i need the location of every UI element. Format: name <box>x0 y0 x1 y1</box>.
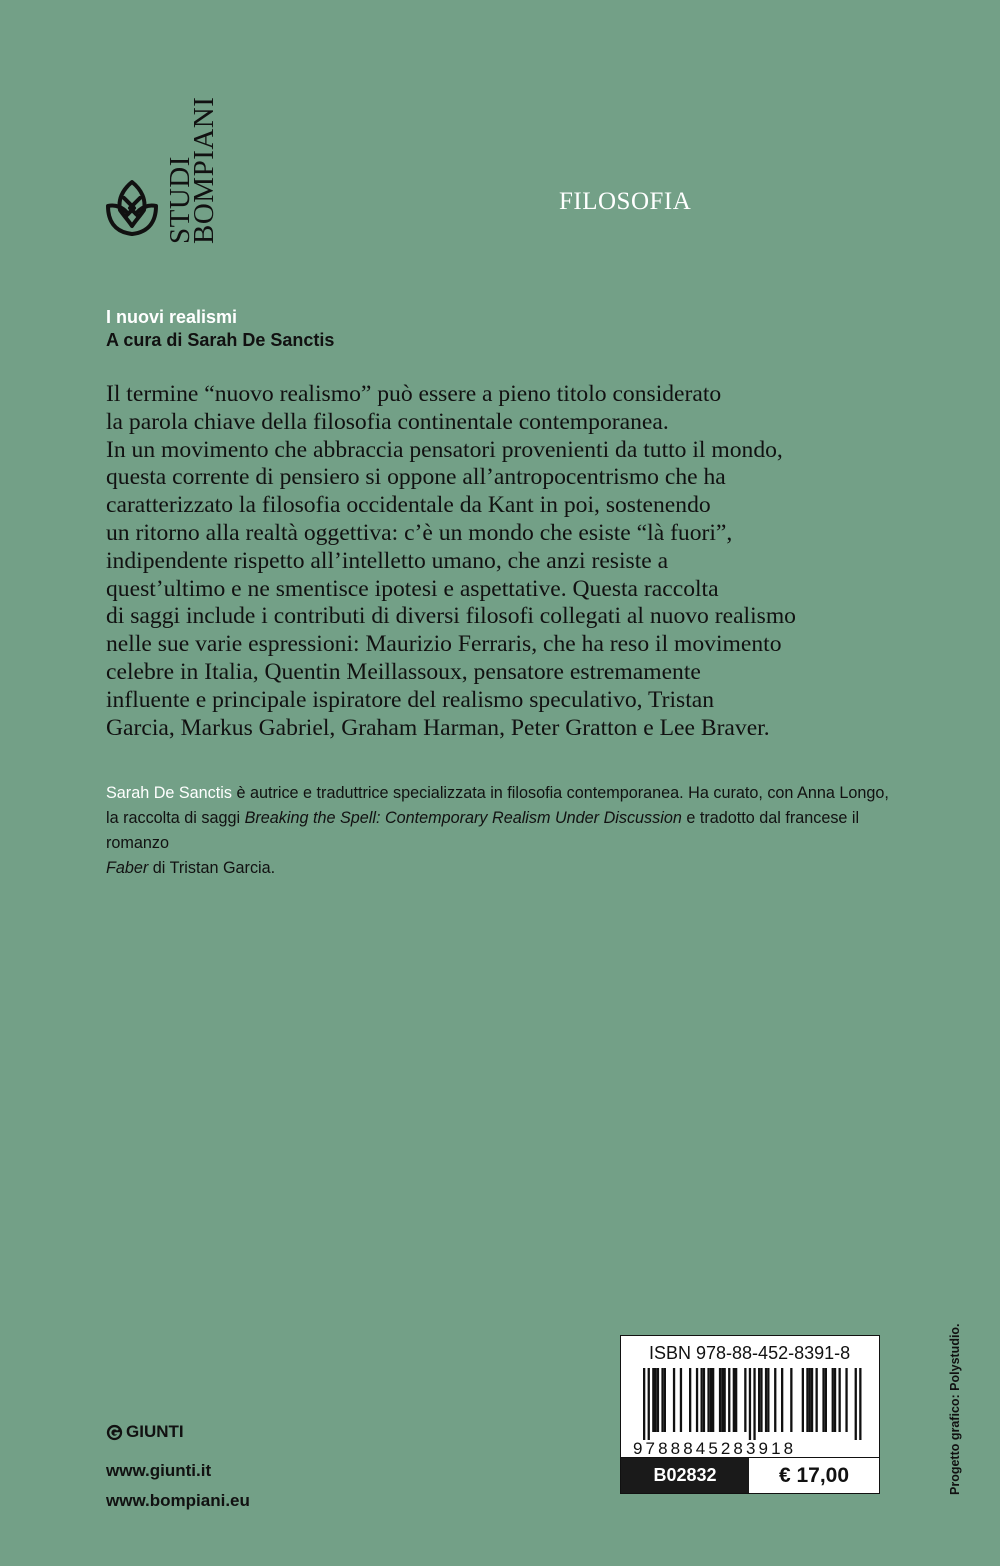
blurb-line: un ritorno alla realtà oggettiva: c’è un mondo che esiste “là fuori”, <box>106 519 733 546</box>
barcode-bar <box>760 1368 762 1432</box>
blurb-line: indipendente rispetto all’intelletto umano, che anzi resiste a <box>106 547 669 574</box>
barcode-bar <box>664 1368 666 1432</box>
publisher-logo-text: GIUNTI <box>126 1422 184 1441</box>
url-bompiani[interactable]: www.bompiani.eu <box>106 1491 250 1510</box>
barcode-bar <box>673 1368 675 1432</box>
barcode-bar <box>712 1368 714 1432</box>
barcode-bar <box>781 1368 783 1432</box>
blurb-line: quest’ultimo e ne smentisce ipotesi e aspettative. Questa raccolta <box>106 575 719 602</box>
bio-text: e tradotto dal francese il romanzo <box>106 809 860 852</box>
barcode-bar <box>749 1368 751 1440</box>
barcode-bar <box>790 1368 792 1432</box>
blurb-line: la parola chiave della filosofia continentale contemporanea. <box>106 408 669 435</box>
barcode-box <box>620 1335 880 1494</box>
barcode-bar <box>816 1368 818 1432</box>
barcode-bar <box>657 1368 659 1432</box>
barcode-bar <box>703 1368 705 1432</box>
barcode-bar <box>834 1368 836 1432</box>
barcode-bar <box>689 1368 691 1432</box>
author-name: Sarah De Sanctis <box>106 784 232 802</box>
barcode-digits: 9788845283918 <box>633 1439 797 1458</box>
barcode-bar <box>661 1368 663 1432</box>
barcode-bar <box>652 1368 654 1432</box>
barcode-bar <box>765 1368 767 1432</box>
price: € 17,00 <box>778 1463 850 1487</box>
barcode-bar <box>735 1368 737 1432</box>
studi-bompiani-rose-icon <box>104 176 160 244</box>
book-title: I nuovi realismi <box>106 307 238 327</box>
barcode-bar <box>845 1368 847 1432</box>
barcode-bar <box>733 1368 735 1432</box>
barcode-bar <box>825 1368 827 1432</box>
design-credit: Progetto grafico: Polystudio. <box>948 1323 962 1495</box>
bio-work-title: Breaking the Spell: Contemporary Realism Under Discussion <box>244 809 682 827</box>
blurb-line: nelle sue varie espressioni: Maurizio Ferraris, che ha reso il movimento <box>106 631 782 658</box>
blurb-line: In un movimento che abbraccia pensatori provenienti da tutto il mondo, <box>106 436 783 463</box>
author-bio <box>106 781 896 881</box>
barcode-bar <box>643 1368 645 1440</box>
barcode-bar <box>724 1368 726 1432</box>
barcode-bar <box>758 1368 760 1432</box>
barcode-bar <box>809 1368 811 1432</box>
blurb-line: di saggi include i contributi di diversi filosofi collegati al nuovo realismo <box>106 603 796 630</box>
barcode-bar <box>806 1368 808 1432</box>
barcode-bar <box>696 1368 698 1432</box>
series-line-2: BOMPIANI <box>188 96 220 244</box>
bio-text: è autrice e traduttrice specializzata in filosofia contemporanea. Ha curato, con Anna Longo, la raccolta di saggi <box>106 784 889 827</box>
barcode-bar <box>728 1368 730 1432</box>
barcode-bar <box>859 1368 861 1440</box>
barcode-footer <box>621 1457 879 1493</box>
publisher-logo <box>106 1422 184 1442</box>
blurb-line: Il termine “nuovo realismo” può essere a pieno titolo considerato <box>106 381 722 407</box>
isbn-label: ISBN 978-88-452-8391-8 <box>649 1343 851 1363</box>
blurb-line: celebre in Italia, Quentin Meillassoux, pensatore estremamente <box>106 658 701 685</box>
barcode-bar <box>744 1368 746 1432</box>
series-line-1: STUDI <box>164 156 196 244</box>
barcode-bar <box>648 1368 650 1440</box>
bio-text: di Tristan Garcia. <box>148 859 276 877</box>
book-editor: A cura di Sarah De Sanctis <box>106 330 335 350</box>
giunti-g-icon <box>106 1424 123 1441</box>
series-name <box>164 96 220 244</box>
category-label: FILOSOFIA <box>559 188 692 215</box>
barcode-bar <box>655 1368 657 1432</box>
barcode-bar <box>802 1368 804 1432</box>
barcode-bar <box>701 1368 703 1432</box>
blurb-line: questa corrente di pensiero si oppone all’antropocentrismo che ha <box>106 464 726 491</box>
barcode <box>629 1368 873 1458</box>
product-code: B02832 <box>621 1458 749 1493</box>
barcode-bar <box>839 1368 841 1432</box>
barcode-bar <box>707 1368 709 1432</box>
barcode-bar <box>719 1368 721 1432</box>
blurb-line: caratterizzato la filosofia occidentale da Kant in poi, sostenendo <box>106 492 711 519</box>
url-giunti[interactable]: www.giunti.it <box>106 1461 212 1480</box>
bio-work-title: Faber <box>106 859 149 877</box>
barcode-bar <box>855 1368 857 1440</box>
barcode-bar <box>721 1368 723 1432</box>
barcode-bar <box>774 1368 776 1432</box>
blurb-line: influente e principale ispiratore del realismo speculativo, Tristan <box>106 686 715 713</box>
barcode-bar <box>767 1368 769 1432</box>
barcode-bar <box>832 1368 834 1432</box>
barcode-bar <box>680 1368 682 1432</box>
blurb <box>106 381 911 742</box>
blurb-line: Garcia, Markus Gabriel, Graham Harman, Peter Gratton e Lee Braver. <box>106 714 770 741</box>
barcode-bar <box>710 1368 712 1432</box>
publisher-urls <box>106 1456 250 1516</box>
barcode-bar <box>822 1368 824 1432</box>
title-block <box>106 306 334 352</box>
barcode-bar <box>753 1368 755 1440</box>
barcode-bar <box>811 1368 813 1432</box>
